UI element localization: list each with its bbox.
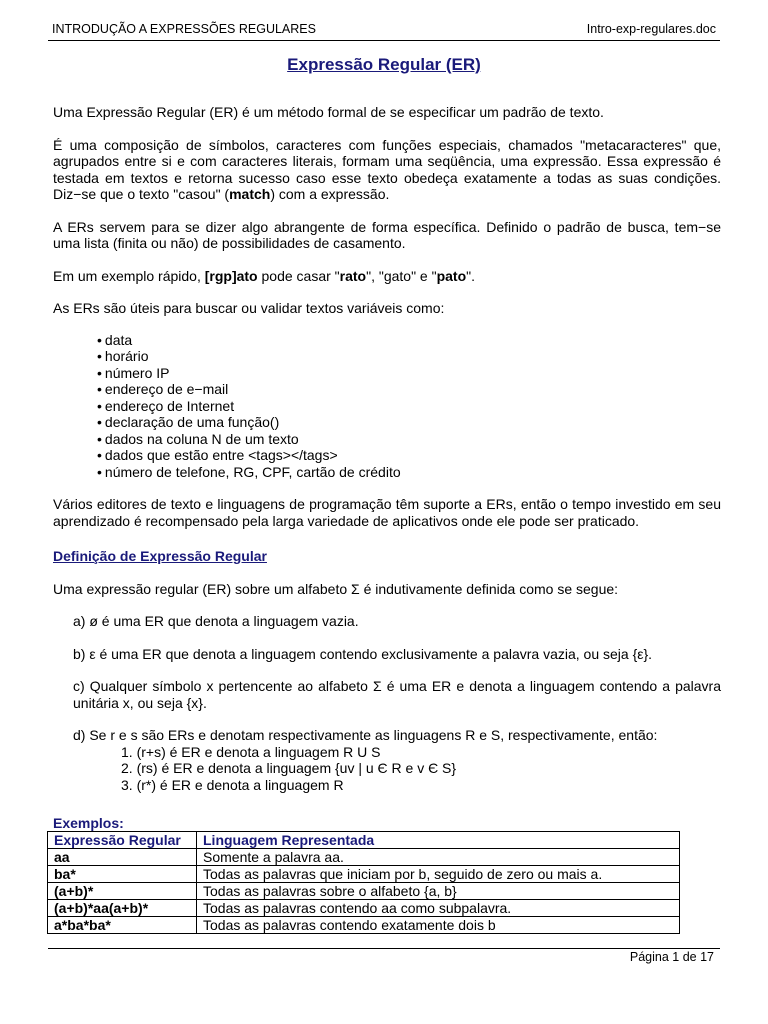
expression-cell: a*ba*ba* (48, 917, 197, 934)
table-row (48, 849, 680, 866)
definition-item-a: a) ø é uma ER que denota a linguagem vazia. (73, 613, 359, 629)
table-header-row (48, 832, 680, 849)
language-cell: Todas as palavras contendo aa como subpalavra. (197, 900, 680, 917)
list-item: 1. (r+s) é ER e denota a linguagem R U S (121, 743, 381, 760)
language-cell: Todas as palavras que iniciam por b, seguido de zero ou mais a. (197, 866, 680, 883)
document-title: Expressão Regular (ER) (287, 55, 481, 74)
intro-paragraph-2: É uma composição de símbolos, caracteres com funções especiais, chamados "metacaracteres" que, agrupados entre si e com caracteres literais, formam uma seqüência, uma expressão. Essa expressão é testada em textos e retorna sucesso caso esse texto obedeça exatamente a todas as suas condições. Diz−se que o texto "casou" (match) com a expressão. (53, 136, 721, 202)
language-cell: Todas as palavras sobre o alfabeto {a, b} (197, 883, 680, 900)
definition-item-d: d) Se r e s são ERs e denotam respectivamente as linguagens R e S, respectivamente, então: (73, 727, 658, 743)
list-item: • número de telefone, RG, CPF, cartão de crédito (97, 464, 721, 481)
list-item: • declaração de uma função() (97, 414, 721, 431)
expression-cell: ba* (48, 866, 197, 883)
list-item: • data (97, 332, 721, 349)
definition-item-b: b) ε é uma ER que denota a linguagem contendo exclusivamente a palavra vazia, ou seja {ε}. (73, 645, 653, 662)
definition-item-c: c) Qualquer símbolo x pertencente ao alfabeto Σ é uma ER e denota a linguagem contendo a palavra unitária x, ou seja {x}. (73, 678, 721, 711)
page-header (48, 22, 720, 41)
expression-cell: (a+b)* (48, 883, 197, 900)
column-header-expression: Expressão Regular (48, 832, 197, 849)
table-row (48, 883, 680, 900)
page-footer (48, 948, 720, 967)
table-row (48, 900, 680, 917)
list-item: 3. (r*) é ER e denota a linguagem R (121, 776, 344, 793)
list-item: • dados na coluna N de um texto (97, 431, 721, 448)
definition-intro: Uma expressão regular (ER) sobre um alfabeto Σ é indutivamente definida como se segue: (53, 580, 619, 597)
header-filename: Intro-exp-regulares.doc (586, 22, 716, 36)
list-item: • número IP (97, 365, 721, 382)
page-number: Página 1 de 17 (629, 950, 714, 964)
examples-heading: Exemplos: (53, 815, 124, 831)
intro-paragraph-4: Em um exemplo rápido, [rgp]ato pode casar "rato", "gato" e "pato". (53, 267, 476, 284)
document-body (53, 104, 721, 934)
definition-sublist (121, 744, 721, 794)
expression-cell: (a+b)*aa(a+b)* (48, 900, 197, 917)
list-item: 2. (rs) é ER e denota a linguagem {uv | u Є R e v Є S} (121, 760, 457, 776)
table-row (48, 917, 680, 934)
list-item: • horário (97, 348, 721, 365)
table-row (48, 866, 680, 883)
header-title: INTRODUÇÃO A EXPRESSÕES REGULARES (52, 22, 316, 36)
list-item: • endereço de e−mail (97, 381, 721, 398)
intro-paragraph-1: Uma Expressão Regular (ER) é um método formal de se especificar um padrão de texto. (53, 104, 604, 120)
language-cell: Todas as palavras contendo exatamente dois b (197, 917, 680, 934)
uses-list (97, 332, 721, 481)
list-item: • endereço de Internet (97, 398, 721, 415)
language-cell: Somente a palavra aa. (197, 849, 680, 866)
intro-paragraph-3: A ERs servem para se dizer algo abrangente de forma específica. Definido o padrão de busca, tem−se uma lista (finita ou não) de possibilidades de casamento. (53, 218, 721, 251)
editors-paragraph: Vários editores de texto e linguagens de programação têm suporte a ERs, então o tempo investido em seu aprendizado é recompensado pela larga variedade de aplicativos onde ele pode ser praticado. (53, 496, 721, 529)
examples-table (47, 831, 680, 934)
intro-paragraph-5: As ERs são úteis para buscar ou validar textos variáveis como: (53, 300, 445, 316)
expression-cell: aa (48, 849, 197, 866)
list-item: • dados que estão entre <tags></tags> (97, 447, 721, 464)
column-header-language: Linguagem Representada (197, 832, 680, 849)
definition-heading: Definição de Expressão Regular (53, 548, 267, 564)
